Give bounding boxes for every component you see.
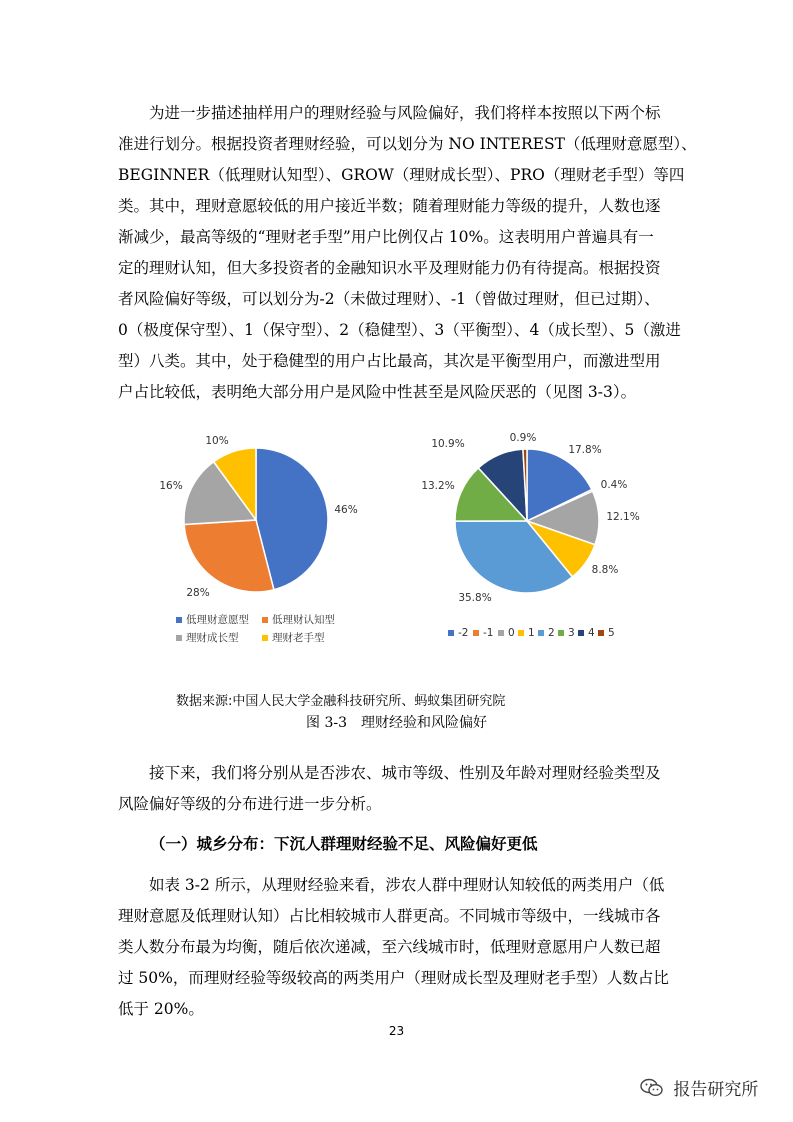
figure-charts xyxy=(0,420,793,690)
risk-legend-label-6: 4 xyxy=(588,627,595,639)
text-line: 风险偏好等级的分布进行进一步分析。 xyxy=(118,795,382,813)
risk-legend-label-5: 3 xyxy=(568,627,575,639)
risk-legend-swatch-4 xyxy=(538,630,544,636)
risk-legend-swatch-5 xyxy=(558,630,564,636)
risk-legend-item-7 xyxy=(598,627,615,639)
risk-legend-label-7: 5 xyxy=(608,627,615,639)
risk-data-label-3: 8.8% xyxy=(591,564,619,576)
risk-legend-swatch-6 xyxy=(578,630,584,636)
legend-experience xyxy=(176,612,396,652)
experience-legend-swatch-2 xyxy=(176,635,182,641)
figure-source: 数据来源:中国人民大学金融科技研究所、蚂蚁集团研究院 xyxy=(176,694,506,709)
risk-legend-label-2: 0 xyxy=(508,627,515,639)
risk-legend-item-5 xyxy=(558,627,575,639)
risk-legend-item-4 xyxy=(538,627,555,639)
experience-legend-label-2: 理财成长型 xyxy=(186,632,239,644)
text-line: 型）八类。其中，处于稳健型的用户占比最高，其次是平衡型用户，而激进型用 xyxy=(118,352,661,370)
experience-data-label-0: 46% xyxy=(334,504,358,516)
paragraph-intro-analysis xyxy=(118,758,674,820)
paragraph-urban-rural xyxy=(118,870,674,1025)
wechat-icon xyxy=(640,1078,664,1103)
text-line: 准进行划分。根据投资者理财经验，可以划分为 NO INTEREST（低理财意愿型）、 xyxy=(118,135,697,153)
text-line: 类。其中，理财意愿较低的用户接近半数；随着理财能力等级的提升，人数也逐 xyxy=(118,197,661,215)
risk-data-label-0: 17.8% xyxy=(568,444,602,456)
risk-data-label-5: 13.2% xyxy=(421,480,455,492)
text-line: 过 50%，而理财经验等级较高的两类用户（理财成长型及理财老手型）人数占比 xyxy=(118,969,669,987)
experience-legend-label-3: 理财老手型 xyxy=(272,632,325,644)
risk-legend-swatch-7 xyxy=(598,630,604,636)
risk-data-label-2: 12.1% xyxy=(606,511,640,523)
text-line: 户占比较低，表明绝大部分用户是风险中性甚至是风险厌恶的（见图 3-3）。 xyxy=(118,383,637,401)
risk-legend-swatch-2 xyxy=(498,630,504,636)
text-line: 为进一步描述抽样用户的理财经验与风险偏好，我们将样本按照以下两个标 xyxy=(149,104,661,122)
section-heading: （一）城乡分布：下沉人群理财经验不足、风险偏好更低 xyxy=(150,835,538,853)
text-line: 定的理财认知，但大多投资者的金融知识水平及理财能力仍有待提高。根据投资 xyxy=(118,259,661,277)
legend-risk xyxy=(448,627,648,647)
experience-legend-item-1 xyxy=(262,612,335,627)
text-line: 渐减少，最高等级的“理财老手型”用户比例仅占 10%。这表明用户普遍具有一 xyxy=(118,228,654,246)
risk-legend-item-0 xyxy=(448,627,468,639)
risk-legend-item-6 xyxy=(578,627,595,639)
figure-caption: 图 3-3 理财经验和风险偏好 xyxy=(306,715,487,731)
experience-legend-item-3 xyxy=(262,630,325,645)
risk-legend-swatch-3 xyxy=(518,630,524,636)
watermark-text: 报告研究所 xyxy=(673,1080,759,1100)
risk-legend-item-3 xyxy=(518,627,535,639)
risk-legend-swatch-1 xyxy=(473,630,479,636)
experience-data-label-1: 28% xyxy=(186,587,210,599)
text-line: 接下来，我们将分别从是否涉农、城市等级、性别及年龄对理财经验类型及 xyxy=(149,764,661,782)
risk-legend-item-2 xyxy=(498,627,515,639)
risk-legend-label-4: 2 xyxy=(548,627,555,639)
risk-data-label-1: 0.4% xyxy=(600,479,628,491)
text-line: 如表 3-2 所示，从理财经验来看，涉农人群中理财认知较低的两类用户（低 xyxy=(149,876,665,894)
pie-chart-experience xyxy=(150,420,370,610)
experience-data-label-2: 16% xyxy=(159,480,183,492)
paragraph-risk-profile xyxy=(118,98,697,408)
experience-legend-swatch-3 xyxy=(262,635,268,641)
page-number: 23 xyxy=(388,1024,405,1038)
text-line: 者风险偏好等级，可以划分为-2（未做过理财）、-1（曾做过理财，但已过期）、 xyxy=(118,290,660,308)
text-line: BEGINNER（低理财认知型）、GROW（理财成长型）、PRO（理财老手型）等四 xyxy=(118,166,685,184)
risk-legend-label-0: -2 xyxy=(458,627,469,639)
text-line: 理财意愿及低理财认知）占比相较城市人群更高。不同城市等级中，一线城市各 xyxy=(118,907,661,925)
pie-chart-risk xyxy=(410,420,670,610)
experience-data-label-3: 10% xyxy=(205,435,229,447)
watermark xyxy=(640,1075,758,1103)
risk-data-label-4: 35.8% xyxy=(458,592,492,604)
experience-legend-item-2 xyxy=(176,630,239,645)
text-line: 低于 20%。 xyxy=(118,1000,204,1018)
risk-legend-label-3: 1 xyxy=(528,627,535,639)
text-line: 0（极度保守型）、1（保守型）、2（稳健型）、3（平衡型）、4（成长型）、5（激进 xyxy=(118,321,681,339)
text-line: 类人数分布最为均衡，随后依次递减，至六线城市时，低理财意愿用户人数已超 xyxy=(118,938,661,956)
experience-legend-swatch-0 xyxy=(176,617,182,623)
risk-legend-label-1: -1 xyxy=(483,627,494,639)
experience-legend-label-1: 低理财认知型 xyxy=(272,614,335,626)
risk-data-label-7: 0.9% xyxy=(509,432,537,444)
risk-legend-item-1 xyxy=(473,627,493,639)
risk-data-label-6: 10.9% xyxy=(431,438,465,450)
risk-legend-swatch-0 xyxy=(448,630,454,636)
experience-legend-item-0 xyxy=(176,612,249,627)
experience-legend-swatch-1 xyxy=(262,617,268,623)
experience-legend-label-0: 低理财意愿型 xyxy=(186,614,249,626)
